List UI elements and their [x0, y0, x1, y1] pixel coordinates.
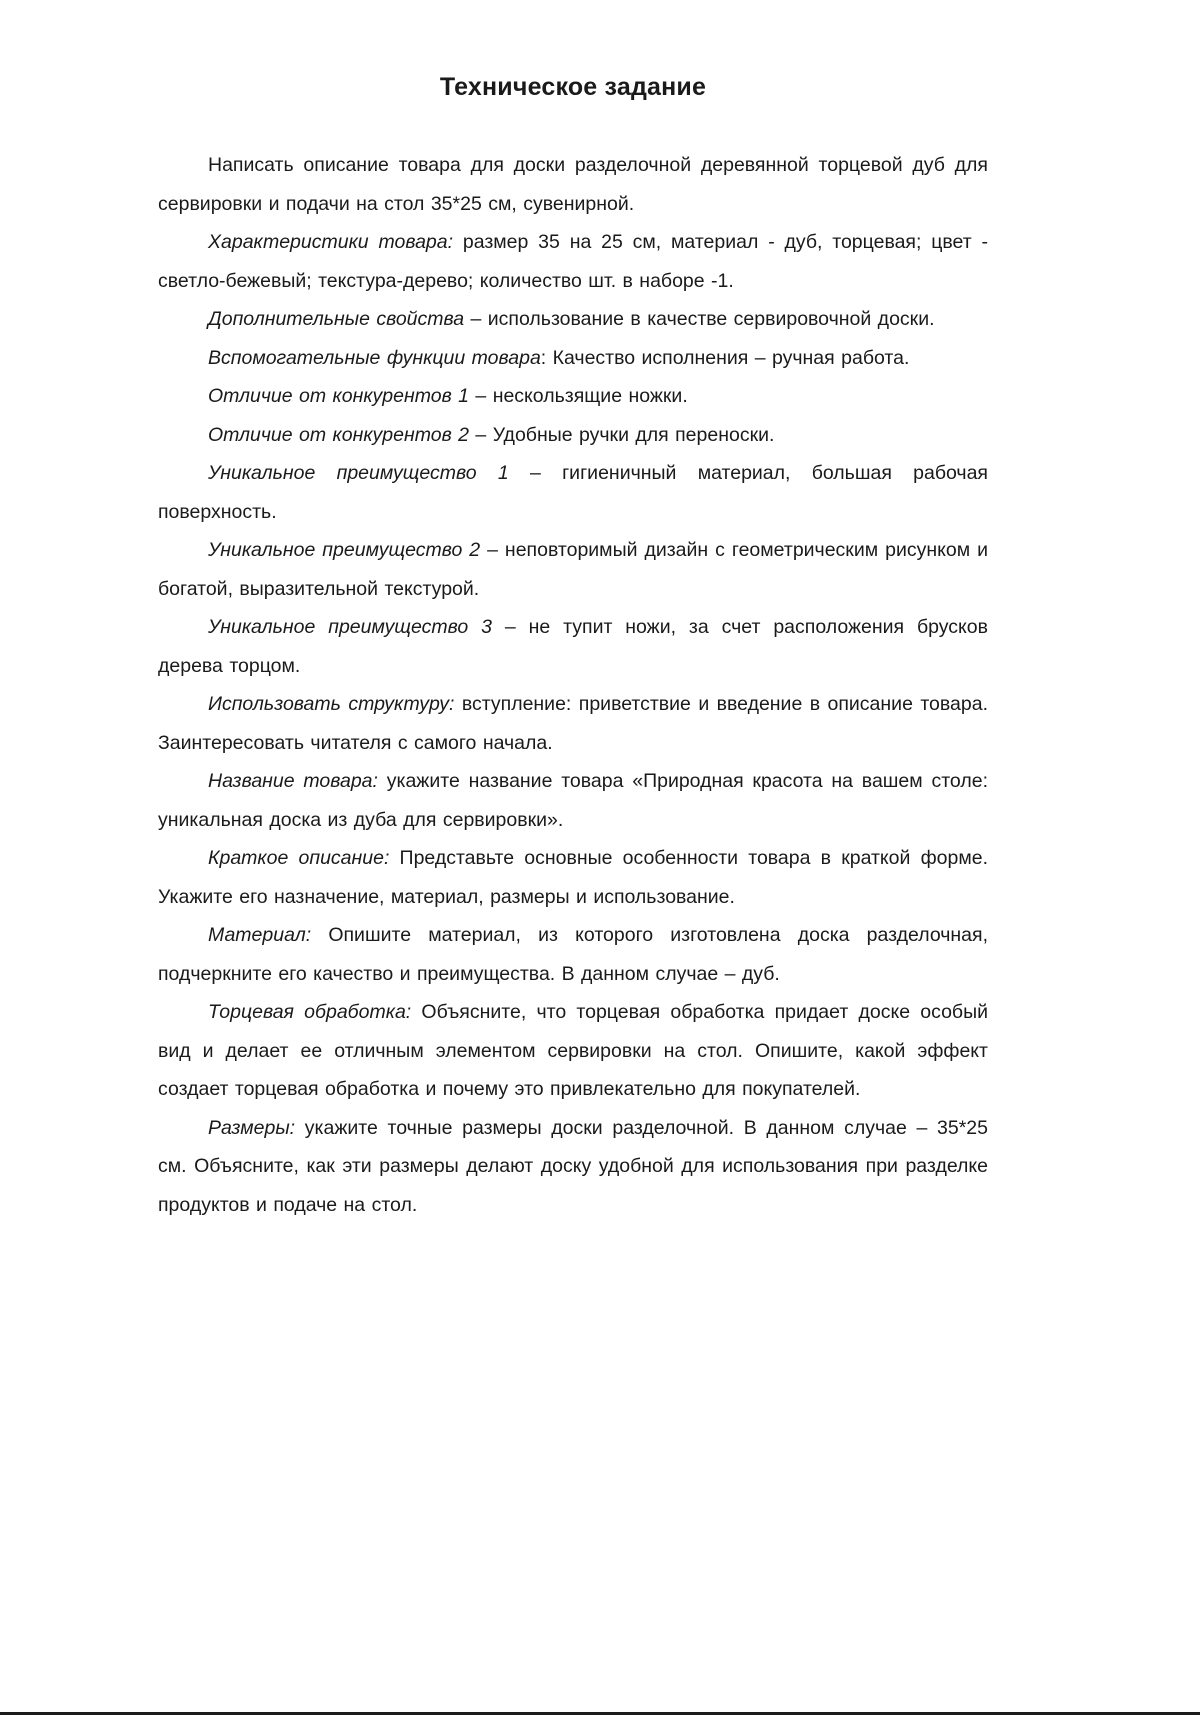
paragraph-structure — [158, 685, 988, 762]
paragraph-text: – использование в качестве сервировочной доски. — [464, 308, 935, 330]
paragraph-text: Написать описание товара для доски разделочной деревянной торцевой дуб для сервировки и подачи на стол 35*25 см, сувенирной. — [158, 154, 988, 215]
paragraph-lead: Название товара: — [208, 770, 378, 792]
paragraph-text: размер 35 на 25 см, материал - дуб, торцевая; цвет - светло-бежевый; текстура-дерево; количество шт. в наборе -1. — [158, 231, 988, 292]
paragraph-unique-advantage-3 — [158, 608, 988, 685]
paragraph-text: вступление: приветствие и введение в описание товара. Заинтересовать читателя с самого начала. — [158, 693, 988, 754]
paragraph-text: укажите название товара «Природная красота на вашем столе: уникальная доска из дуба для сервировки». — [158, 770, 988, 831]
paragraph-text: – неповторимый дизайн с геометрическим рисунком и богатой, выразительной текстурой. — [158, 539, 989, 600]
paragraph-text: Опишите материал, из которого изготовлена доска разделочная, подчеркните его качество и преимущества. В данном случае – дуб. — [158, 924, 988, 985]
paragraph-additional-properties — [158, 300, 988, 339]
paragraph-unique-advantage-1 — [158, 454, 988, 531]
paragraph-material — [158, 916, 988, 993]
paragraph-sizes — [158, 1109, 988, 1225]
document-body — [158, 146, 988, 1224]
paragraph-intro — [158, 146, 988, 223]
document-title: Техническое задание — [439, 73, 707, 101]
paragraph-lead: Торцевая обработка: — [208, 1001, 412, 1023]
paragraph-lead: Материал: — [208, 924, 312, 946]
paragraph-text: укажите точные размеры доски разделочной. В данном случае – 35*25 см. Объясните, как эти размеры делают доску удобной для использования при разделке продуктов и подаче на стол. — [158, 1116, 988, 1216]
paragraph-text: : Качество исполнения – ручная работа. — [540, 346, 910, 369]
paragraph-lead: Использовать структуру: — [208, 693, 455, 715]
paragraph-lead: Отличие от конкурентов 2 — [208, 423, 470, 446]
paragraph-lead: Отличие от конкурентов 1 — [208, 385, 470, 407]
paragraph-text: Представьте основные особенности товара в краткой форме. Укажите его назначение, материал, размеры и использование. — [158, 847, 988, 908]
paragraph-text: Объясните, что торцевая обработка придает доске особый вид и делает ее отличным элементом сервировки на стол. Опишите, какой эффект создает торцевая обработка и почему это привлекательно для покупателей. — [158, 1001, 988, 1100]
paragraph-text: – не тупит ножи, за счет расположения брусков дерева торцом. — [158, 616, 989, 677]
paragraph-product-name — [158, 762, 988, 839]
paragraph-unique-advantage-2 — [158, 531, 988, 608]
paragraph-lead: Дополнительные свойства — [208, 308, 465, 330]
paragraph-competitor-difference-2 — [158, 416, 988, 455]
paragraph-text: – нескользящие ножки. — [469, 385, 688, 407]
paragraph-lead: Вспомогательные функции товара — [208, 346, 541, 369]
paragraph-short-description — [158, 839, 988, 916]
paragraph-text: – Удобные ручки для переноски. — [469, 423, 775, 446]
paragraph-competitor-difference-1 — [158, 377, 988, 416]
paragraph-lead: Размеры: — [208, 1116, 296, 1139]
paragraph-auxiliary-functions — [158, 339, 988, 378]
paragraph-lead: Уникальное преимущество 3 — [208, 616, 492, 638]
paragraph-lead: Краткое описание: — [208, 847, 390, 869]
paragraph-end-grain-processing — [158, 993, 988, 1109]
paragraph-characteristics — [158, 223, 988, 300]
paragraph-lead: Уникальное преимущество 1 — [208, 462, 509, 484]
paragraph-text: – гигиеничный материал, большая рабочая поверхность. — [158, 462, 988, 523]
paragraph-lead: Характеристики товара: — [208, 231, 454, 253]
paragraph-lead: Уникальное преимущество 2 — [208, 539, 481, 561]
